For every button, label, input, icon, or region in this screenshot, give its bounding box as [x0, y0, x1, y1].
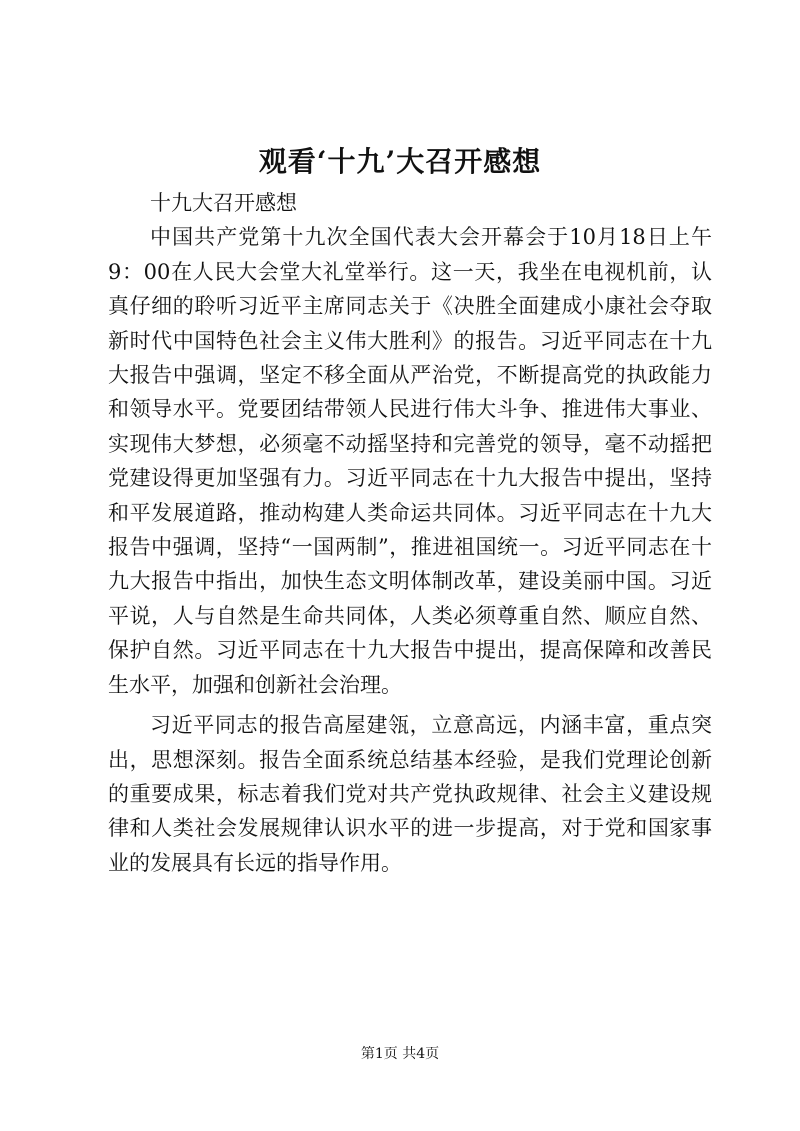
page-footer: 第1页 共4页: [360, 1046, 440, 1062]
body-paragraph-2: 习近平同志的报告高屋建瓴，立意高远，内涵丰富，重点突出，思想深刻。报告全面系统总结基本经验，是我们党理论创新的重要成果，标志着我们党对共产党执政规律、社会主义建设规律和人类社会发展规律认识水平的进一步提高，对于党和国家事业的发展具有长远的指导作用。: [108, 713, 712, 875]
subtitle-line: 十九大召开感想: [150, 191, 297, 215]
body-paragraph-1: 中国共产党第十九次全国代表大会开幕会于10月18日上午9：00在人民大会堂大礼堂举行。这一天，我坐在电视机前，认真仔细的聆听习近平主席同志关于《决胜全面建成小康社会夺取新时代中国特色社会主义伟大胜利》的报告。习近平同志在十九大报告中强调，坚定不移全面从严治党，不断提高党的执政能力和领导水平。党要团结带领人民进行伟大斗争、推进伟大事业、实现伟大梦想，必须毫不动摇坚持和完善党的领导，毫不动摇把党建设得更加坚强有力。习近平同志在十九大报告中提出，坚持和平发展道路，推动构建人类命运共同体。习近平同志在十九大报告中强调，坚持“一国两制”，推进祖国统一。习近平同志在十九大报告中指出，加快生态文明体制改革，建设美丽中国。习近平说，人与自然是生命共同体，人类必须尊重自然、顺应自然、保护自然。习近平同志在十九大报告中提出，提高保障和改善民生水平，加强和创新社会治理。: [108, 225, 712, 697]
document-body: [108, 186, 712, 880]
document-title: 观看‘十九’大召开感想: [258, 145, 542, 178]
